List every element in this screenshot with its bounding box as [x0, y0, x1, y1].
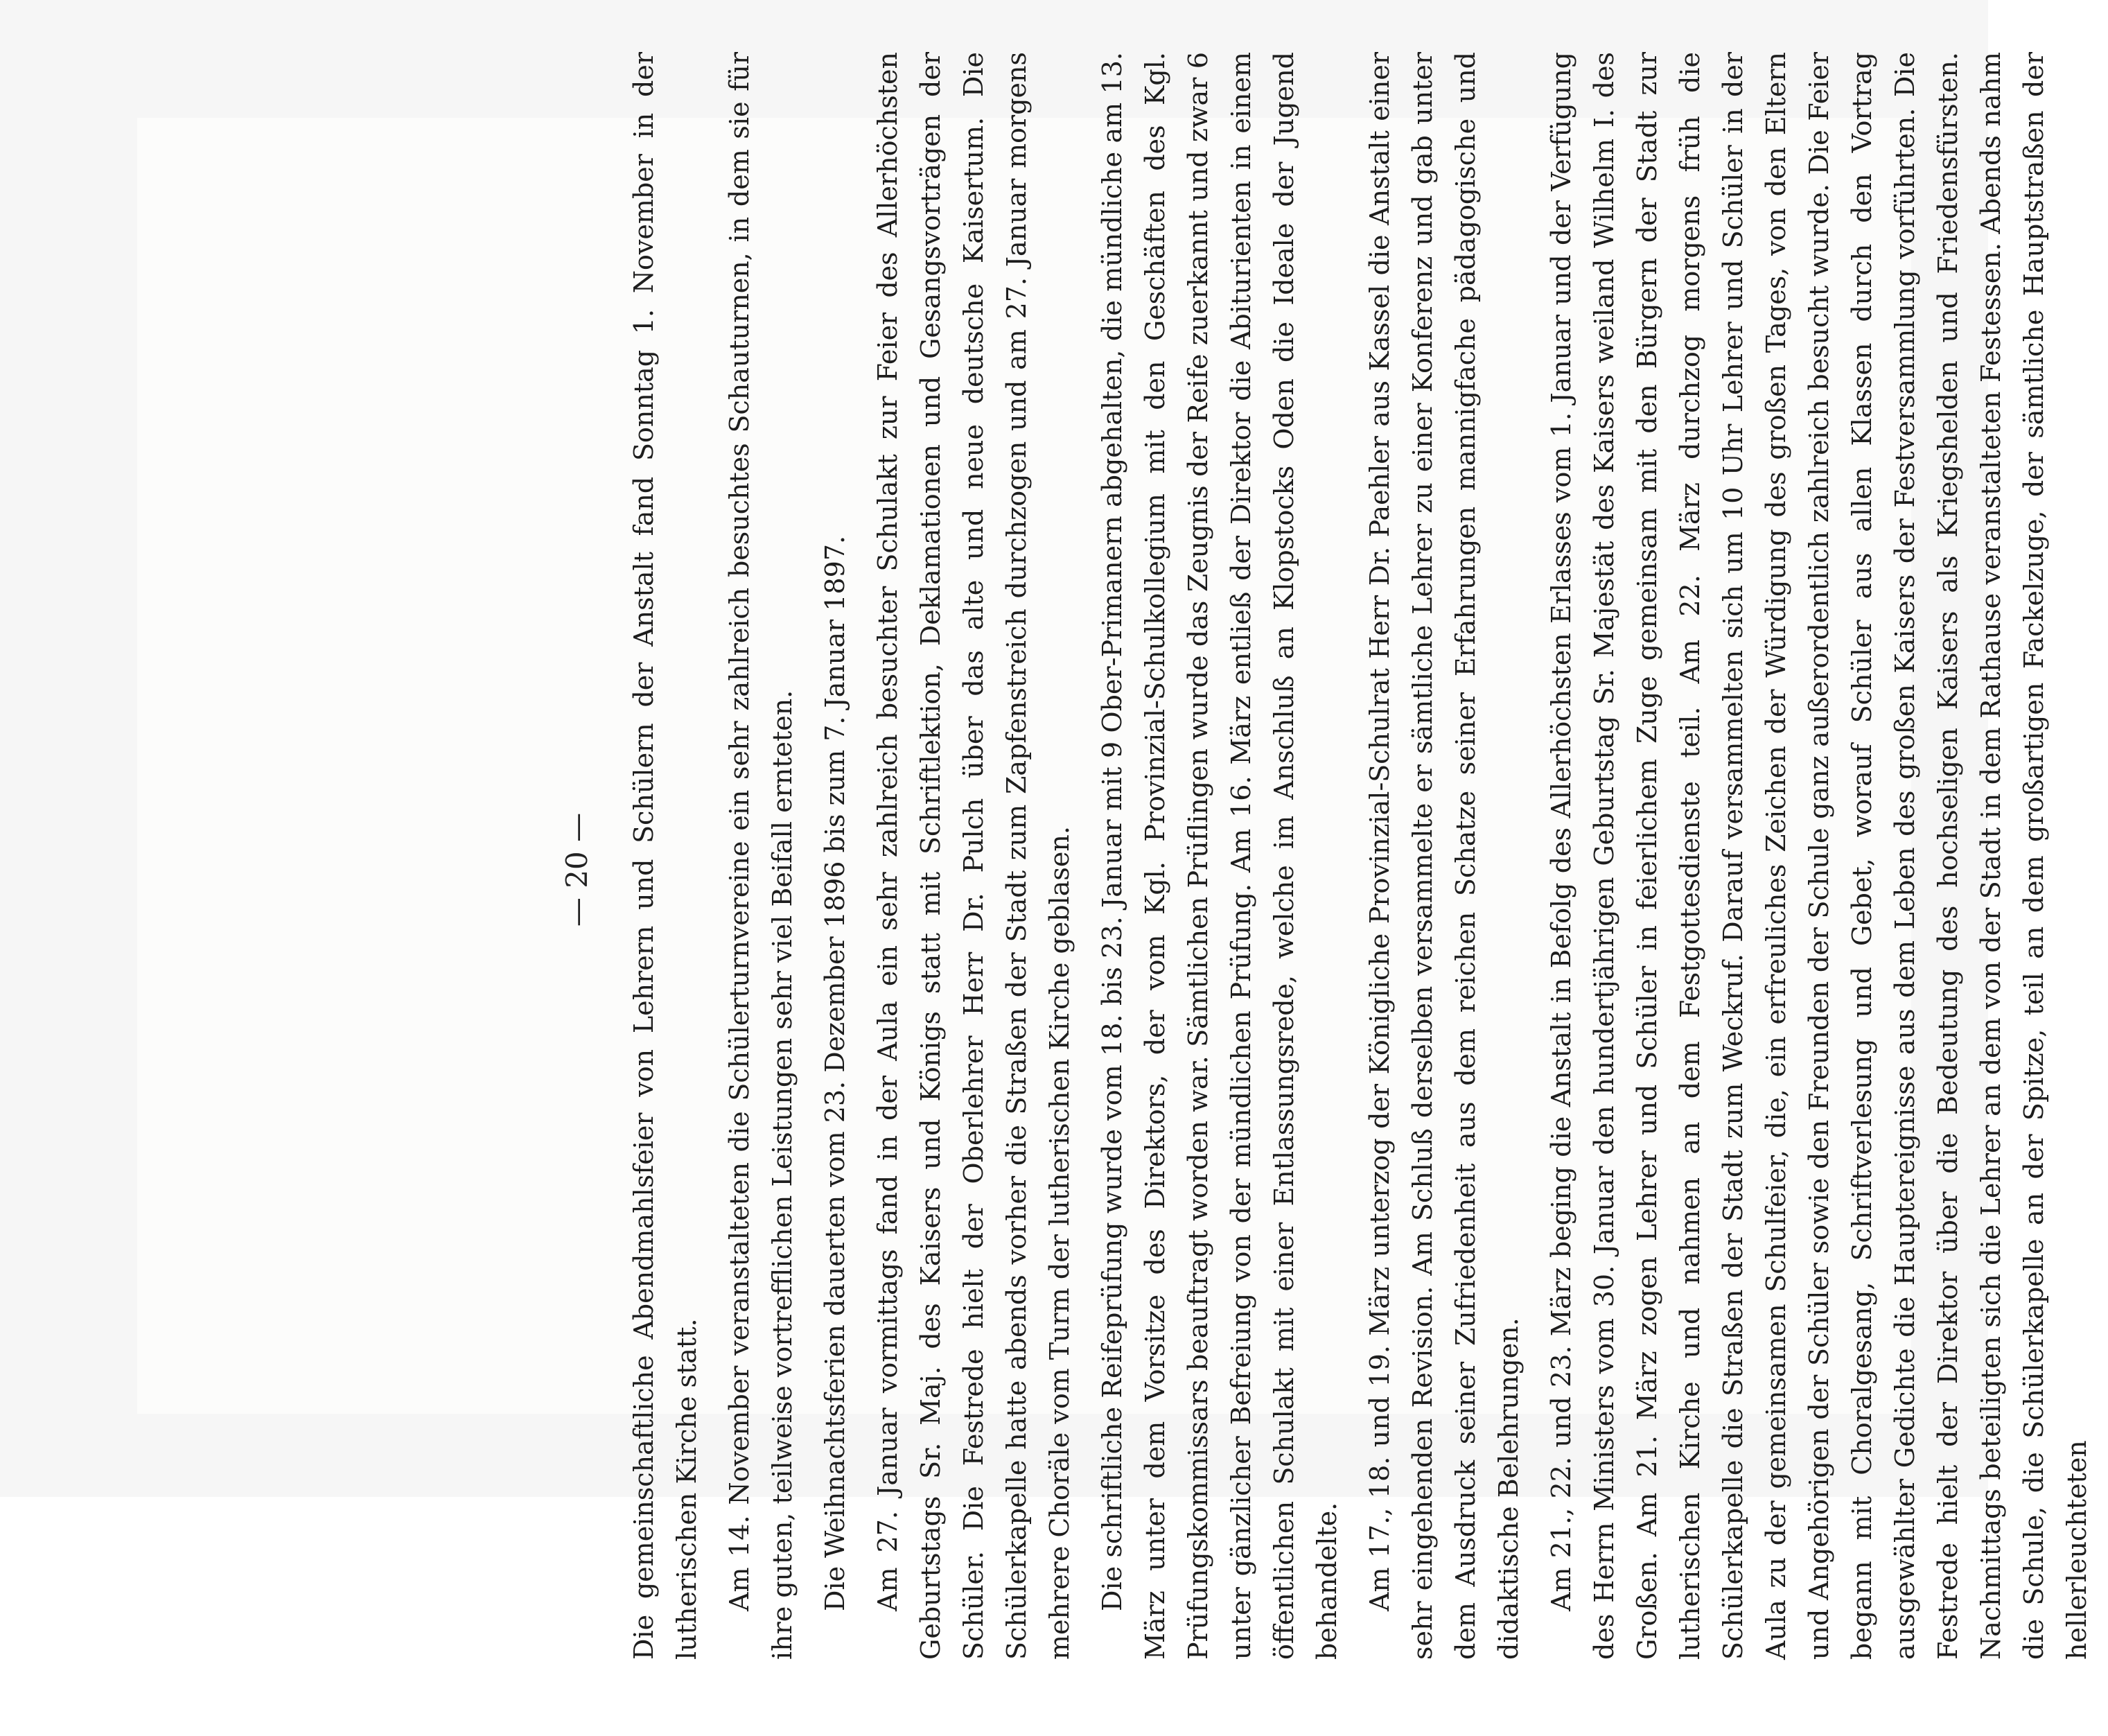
paragraph-reifepruefung: Die schriftliche Reifeprüfung wurde vom 18. bis 23. Januar mit 9 Ober-Primanern abgehalten, die mündliche am 13. März unter dem Vorsitze des Direktors, der vom Kgl. Provinzial-Schulkollegium mit den Geschäften des Kgl. Prüfungskommissars beauftragt worden war. Sämtlichen Prüflingen wurde das Zeugnis der Reife zuerkannt und zwar 6 unter gänzlicher Befreiung von der mündlichen Prüfung. Am 16. März entließ der Direktor die Abiturienten in einem öffentlichen Schulakt mit einer Entlassungsrede, welche im Anschluß an Klopstocks Oden die Ideale der Jugend behandelte.: [1097, 52, 1342, 1660]
document-page: [137, 52, 2092, 1660]
paragraph-communion: Die gemeinschaftliche Abendmahlsfeier von Lehrern und Schülern der Anstalt fand Sonntag 1. November in der lutherischen Kirche statt.: [629, 52, 702, 1660]
paragraph-hundertjahrfeier: Am 21., 22. und 23. März beging die Anstalt in Befolg des Allerhöchsten Erlasses vom 1. Januar und der Verfügung des Herrn Ministers vom 30. Januar den hundertjährigen Geburtstag Sr. Majestät des Kaisers weiland Wilhelm I. des Großen. Am 21. März zogen Lehrer und Schüler in feierlichem Zuge gemeinsam mit den Bürgern der Stadt zur lutherischen Kirche und nahmen an dem Festgottesdienste teil. Am 22. März durchzog morgens früh die Schülerkapelle die Straßen der Stadt zum Weckruf. Darauf versammelten sich um 10 Uhr Lehrer und Schüler in der Aula zu der gemeinsamen Schulfeier, die, ein erfreuliches Zeichen der Würdigung des großen Tages, von den Eltern und Angehörigen der Schüler sowie den Freunden der Schule ganz außerordentlich zahlreich besucht wurde. Die Feier begann mit Choralgesang, Schriftverlesung und Gebet, worauf Schüler aus allen Klassen durch den Vortrag ausgewählter Gedichte die Hauptereignisse aus dem Leben des großen Kaisers der Festversammlung vorführten. Die Festrede hielt der Direktor über die Bedeutung des hochseligen Kaisers als Kriegshelden und Friedensfürsten. Nachmittags beteiligten sich die Lehrer an dem von der Stadt in dem Rathause veranstalteten Festessen. Abends nahm die Schule, die Schülerkapelle an der Spitze, teil an dem großartigen Fackelzuge, der sämtliche Hauptstraßen der hellerleuchteten: [1546, 52, 2092, 1660]
page-number: — 20 —: [560, 812, 594, 927]
rotated-text-block: [532, 3, 2092, 1736]
paragraph-revision: Am 17., 18. und 19. März unterzog der Königliche Provinzial-Schulrat Herr Dr. Paehler aus Kassel die Anstalt einer sehr eingehenden Revision. Am Schluß derselben versammelte er sämtliche Lehrer zu einer Konferenz und gab unter dem Ausdruck seiner Zufriedenheit aus dem reichen Schatze seiner Erfahrungen mannigfache pädagogische und didaktische Belehrungen.: [1364, 52, 1524, 1660]
paragraph-weihnachtsferien: Die Weihnachtsferien dauerten vom 23. Dezember 1896 bis zum 7. Januar 1897.: [820, 535, 850, 1611]
body-text: [622, 52, 2108, 1660]
paragraph-kaisers-geburtstag: Am 27. Januar vormittags fand in der Aula ein sehr zahlreich besuchter Schulakt zur Feier des Allerhöchsten Geburtstags Sr. Maj. des Kaisers und Königs statt mit Schriftlektion, Deklamationen und Gesangsvorträgen der Schüler. Die Festrede hielt der Oberlehrer Herr Dr. Pulch über das alte und neue deutsche Kaisertum. Die Schülerkapelle hatte abends vorher die Straßen der Stadt zum Zapfenstreich durchzogen und am 27. Januar morgens mehrere Choräle vom Turm der lutherischen Kirche geblasen.: [872, 52, 1075, 1660]
paragraph-schauturnen: Am 14. November veranstalteten die Schülerturnvereine ein sehr zahlreich besuchtes Schauturnen, in dem sie für ihre guten, teilweise vortrefflichen Leistungen sehr viel Beifall ernteten.: [724, 52, 798, 1660]
